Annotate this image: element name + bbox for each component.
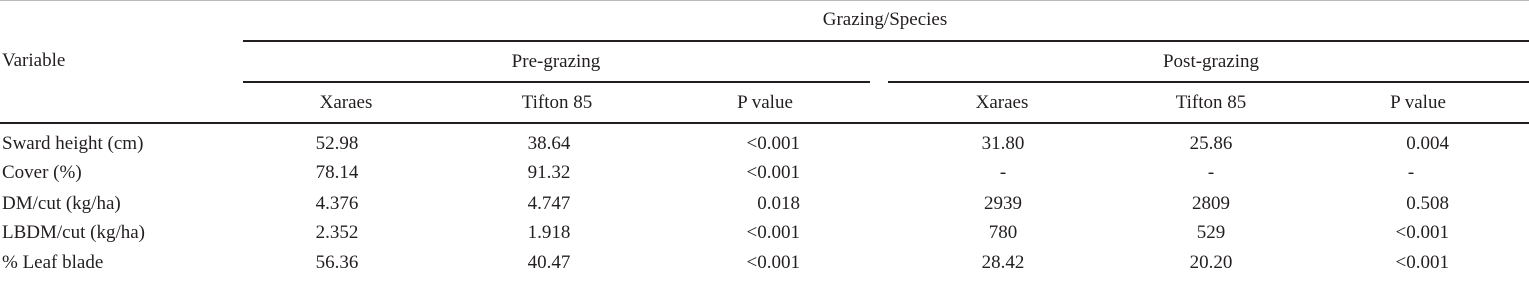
- table-cell: 78.14: [315, 162, 359, 183]
- variable-header: Variable: [2, 50, 66, 71]
- table-cell: 529: [1196, 222, 1226, 243]
- table-cell: 20.20: [1189, 252, 1233, 273]
- table-cell: 38.64: [527, 133, 571, 154]
- column-header: Tifton 85: [1175, 92, 1247, 113]
- row-label: DM/cut (kg/ha): [2, 193, 121, 214]
- table-cell: <0.001: [1395, 222, 1449, 243]
- table-cell: 56.36: [315, 252, 359, 273]
- table-cell: <0.001: [746, 222, 800, 243]
- post-grazing-rule: [888, 81, 1529, 83]
- post-grazing-header: Post-grazing: [1162, 51, 1260, 72]
- column-header: Xaraes: [319, 92, 373, 113]
- table-cell: 4.747: [527, 193, 571, 214]
- table-cell: 4.376: [315, 193, 359, 214]
- table-cell: 52.98: [315, 133, 359, 154]
- column-header: Xaraes: [975, 92, 1029, 113]
- row-label: LBDM/cut (kg/ha): [2, 222, 146, 243]
- table-cell: <0.001: [1395, 252, 1449, 273]
- table-cell: <0.001: [746, 252, 800, 273]
- table-cell: <0.001: [746, 162, 800, 183]
- row-label: Sward height (cm): [2, 133, 144, 154]
- row-label: % Leaf blade: [2, 252, 104, 273]
- column-header: P value: [1390, 92, 1446, 113]
- table-cell: -: [1407, 162, 1415, 183]
- table-cell: 2.352: [315, 222, 359, 243]
- table-cell: 2939: [984, 193, 1022, 214]
- table-cell: 0.508: [1406, 193, 1449, 214]
- column-header: Tifton 85: [521, 92, 593, 113]
- pre-grazing-header: Pre-grazing: [511, 51, 601, 72]
- table-cell: 25.86: [1189, 133, 1233, 154]
- table-cell: 2809: [1192, 193, 1230, 214]
- group-header: Grazing/Species: [822, 9, 948, 30]
- table-cell: <0.001: [746, 133, 800, 154]
- table-cell: 31.80: [981, 133, 1025, 154]
- table-cell: 0.004: [1406, 133, 1449, 154]
- row-label: Cover (%): [2, 162, 82, 183]
- column-header: P value: [737, 92, 793, 113]
- group-header-rule: [243, 40, 1529, 42]
- top-rule: [0, 0, 1529, 1]
- table-cell: -: [999, 162, 1007, 183]
- table-cell: 1.918: [527, 222, 571, 243]
- header-bottom-rule: [0, 122, 1529, 124]
- table-cell: 91.32: [527, 162, 571, 183]
- table-cell: 780: [988, 222, 1018, 243]
- table-cell: 28.42: [981, 252, 1025, 273]
- table-cell: 40.47: [527, 252, 571, 273]
- table-cell: -: [1207, 162, 1215, 183]
- pre-grazing-rule: [243, 81, 870, 83]
- table-cell: 0.018: [757, 193, 800, 214]
